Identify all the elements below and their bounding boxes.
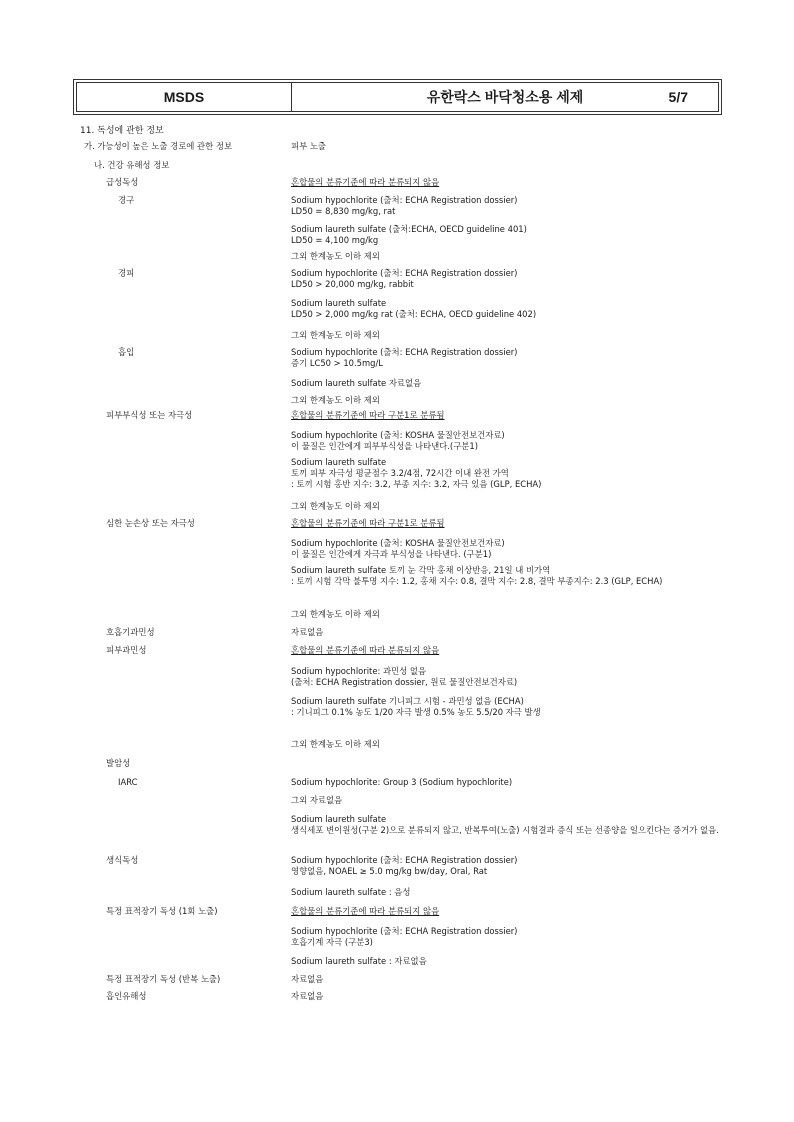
row-value [291, 457, 721, 490]
value-line: 호흡기계 자극 (구분3) [291, 937, 373, 947]
value-line: Sodium hypochlorite (출처: KOSHA 물질안전보건자료) [291, 430, 505, 440]
row-value [291, 956, 721, 967]
row-label: 흡인유해성 [106, 991, 147, 1001]
row-label: 흡입 [118, 347, 135, 357]
value-line: 생식세포 변이원성(구분 2)으로 분류되지 않고, 반복투여(노출) 시험결과 증식 또는 선종양을 일으킨다는 증거가 없음. [291, 825, 719, 835]
value-line: 그외 한계농도 이하 제외 [291, 251, 380, 261]
row-value [291, 268, 721, 290]
row-value [291, 991, 721, 1002]
row-value [291, 645, 721, 656]
value-line: Sodium laureth sulfate 자료없음 [291, 378, 422, 388]
row-label: 특정 표적장기 독성 (1회 노출) [106, 906, 218, 916]
value-line: 혼합물의 분류기준에 따라 분류되지 않음 [291, 645, 440, 655]
value-line: LD50 > 20,000 mg/kg, rabbit [291, 279, 414, 289]
row-value [291, 855, 721, 877]
row-value [291, 430, 721, 452]
row-value [291, 666, 721, 688]
row-value [291, 298, 721, 320]
value-line: Sodium laureth sulfate 기니피그 시험 - 과민성 없음 (ECHA) [291, 696, 524, 706]
row-label: 발암성 [106, 758, 131, 768]
value-line: 증기 LC50 > 10.5mg/L [291, 358, 383, 368]
row-value [291, 347, 721, 369]
value-line: 토끼 피부 자극성 평균점수 3.2/4점, 72시간 이내 완전 가역 [291, 468, 509, 478]
value-line: LD50 = 4,100 mg/kg [291, 235, 379, 245]
value-line: 혼합물의 분류기준에 따라 분류되지 않음 [291, 906, 440, 916]
value-line: Sodium hypochlorite (출처: ECHA Registration dossier) [291, 855, 518, 865]
value-line: 혼합물의 분류기준에 따라 분류되지 않음 [291, 177, 440, 187]
row-value [291, 395, 721, 406]
value-line: 그외 한계농도 이하 제외 [291, 395, 380, 405]
value-line: 혼합물의 분류기준에 따라 구분1로 분류됨 [291, 410, 445, 420]
value-line: 자료없음 [291, 991, 324, 1001]
row-label: 급성독성 [106, 177, 139, 187]
row-label: IARC [118, 777, 138, 787]
value-line: 영향없음, NOAEL ≥ 5.0 mg/kg bw/day, Oral, Rat [291, 866, 488, 876]
row-value [291, 330, 721, 341]
value-line: 자료없음 [291, 974, 324, 984]
row-value [291, 926, 721, 948]
value-line: Sodium hypochlorite (출처: ECHA Registration dossier) [291, 347, 518, 357]
row-label: 호흡기과민성 [106, 627, 155, 637]
row-label: 특정 표적장기 독성 (반복 노출) [106, 974, 221, 984]
row-value [291, 251, 721, 262]
value-line: 혼합물의 분류기준에 따라 구분1로 분류됨 [291, 518, 445, 528]
row-value [291, 565, 721, 587]
value-line: Sodium laureth sulfate [291, 298, 387, 308]
value-line: Sodium laureth sulfate (출처:ECHA, OECD guideline 401) [291, 224, 527, 234]
value-line: 그외 한계농도 이하 제외 [291, 609, 380, 619]
row-value [291, 538, 721, 560]
value-line: (출처: ECHA Registration dossier, 원료 물질안전보건자료) [291, 677, 518, 687]
row-value [291, 795, 721, 806]
row-label: 피부과민성 [106, 645, 147, 655]
row-value [291, 696, 721, 718]
value-line: 이 물질은 인간에게 자극과 부식성을 나타낸다. (구분1) [291, 549, 492, 559]
value-line: Sodium hypochlorite (출처: ECHA Registration dossier) [291, 195, 518, 205]
row-value [291, 627, 721, 638]
row-value [291, 378, 721, 389]
value-line: 피부 노출 [291, 141, 327, 151]
value-line: : 토끼 시험 홍반 지수: 3.2, 부종 지수: 3.2, 자극 있음 (GLP, ECHA) [291, 479, 542, 489]
row-value [291, 501, 721, 512]
value-line: 그외 자료없음 [291, 795, 343, 805]
value-line: 자료없음 [291, 627, 324, 637]
value-line: Sodium laureth sulfate [291, 814, 387, 824]
value-line: LD50 = 8,830 mg/kg, rat [291, 206, 396, 216]
header-product-title: 유한락스 바닥청소용 세제 [426, 89, 584, 105]
row-value [291, 906, 721, 917]
row-value [291, 739, 721, 750]
value-line: : 기니피그 0.1% 농도 1/20 자극 발생 0.5% 농도 5.5/20 자극 발생 [291, 707, 541, 717]
value-line: 그외 한계농도 이하 제외 [291, 330, 380, 340]
row-value [291, 887, 721, 898]
value-line: 그외 한계농도 이하 제외 [291, 739, 380, 749]
value-line: Sodium hypochlorite: Group 3 (Sodium hypochlorite) [291, 777, 513, 787]
row-value [291, 609, 721, 620]
header-page-number: 5/7 [668, 89, 688, 105]
value-line: Sodium hypochlorite (출처: ECHA Registration dossier) [291, 268, 518, 278]
value-line: Sodium laureth sulfate : 자료없음 [291, 956, 427, 966]
row-value [291, 410, 721, 421]
row-value [291, 974, 721, 985]
row-value [291, 777, 721, 788]
value-line: Sodium hypochlorite (출처: ECHA Registration dossier) [291, 926, 518, 936]
value-line: Sodium laureth sulfate [291, 457, 387, 467]
row-label: 피부부식성 또는 자극성 [106, 410, 193, 420]
row-label: 나. 건강 유해성 정보 [94, 160, 170, 170]
row-label: 가. 가능성이 높은 노출 경로에 관한 정보 [84, 141, 233, 151]
value-line: Sodium hypochlorite (출처: KOSHA 물질안전보건자료) [291, 538, 505, 548]
value-line: Sodium hypochlorite: 과민성 없음 [291, 666, 427, 676]
value-line: 그외 한계농도 이하 제외 [291, 501, 380, 511]
value-line: LD50 > 2,000 mg/kg rat (출처: ECHA, OECD guideline 402) [291, 309, 537, 319]
value-line: : 토끼 시험 각막 불투명 지수: 1.2, 홍채 지수: 0.8, 결막 지수: 2.8, 결막 부종지수: 2.3 (GLP, ECHA) [291, 576, 663, 586]
value-line: 이 물질은 인간에게 피부부식성을 나타낸다.(구분1) [291, 441, 478, 451]
row-label: 심한 눈손상 또는 자극성 [106, 518, 195, 528]
row-value [291, 141, 721, 152]
row-value [291, 518, 721, 529]
value-line: Sodium laureth sulfate : 음성 [291, 887, 411, 897]
row-label: 생식독성 [106, 855, 139, 865]
section-title: 11. 독성에 관한 정보 [80, 126, 164, 136]
row-value [291, 814, 721, 836]
header-msds-label: MSDS [77, 83, 292, 111]
row-value [291, 195, 721, 217]
row-label: 경구 [118, 195, 135, 205]
row-label: 경피 [118, 268, 135, 278]
value-line: Sodium laureth sulfate 토끼 눈 각막 홍채 이상반응, 21일 내 비가역 [291, 565, 551, 575]
row-value [291, 177, 721, 188]
row-value [291, 224, 721, 246]
